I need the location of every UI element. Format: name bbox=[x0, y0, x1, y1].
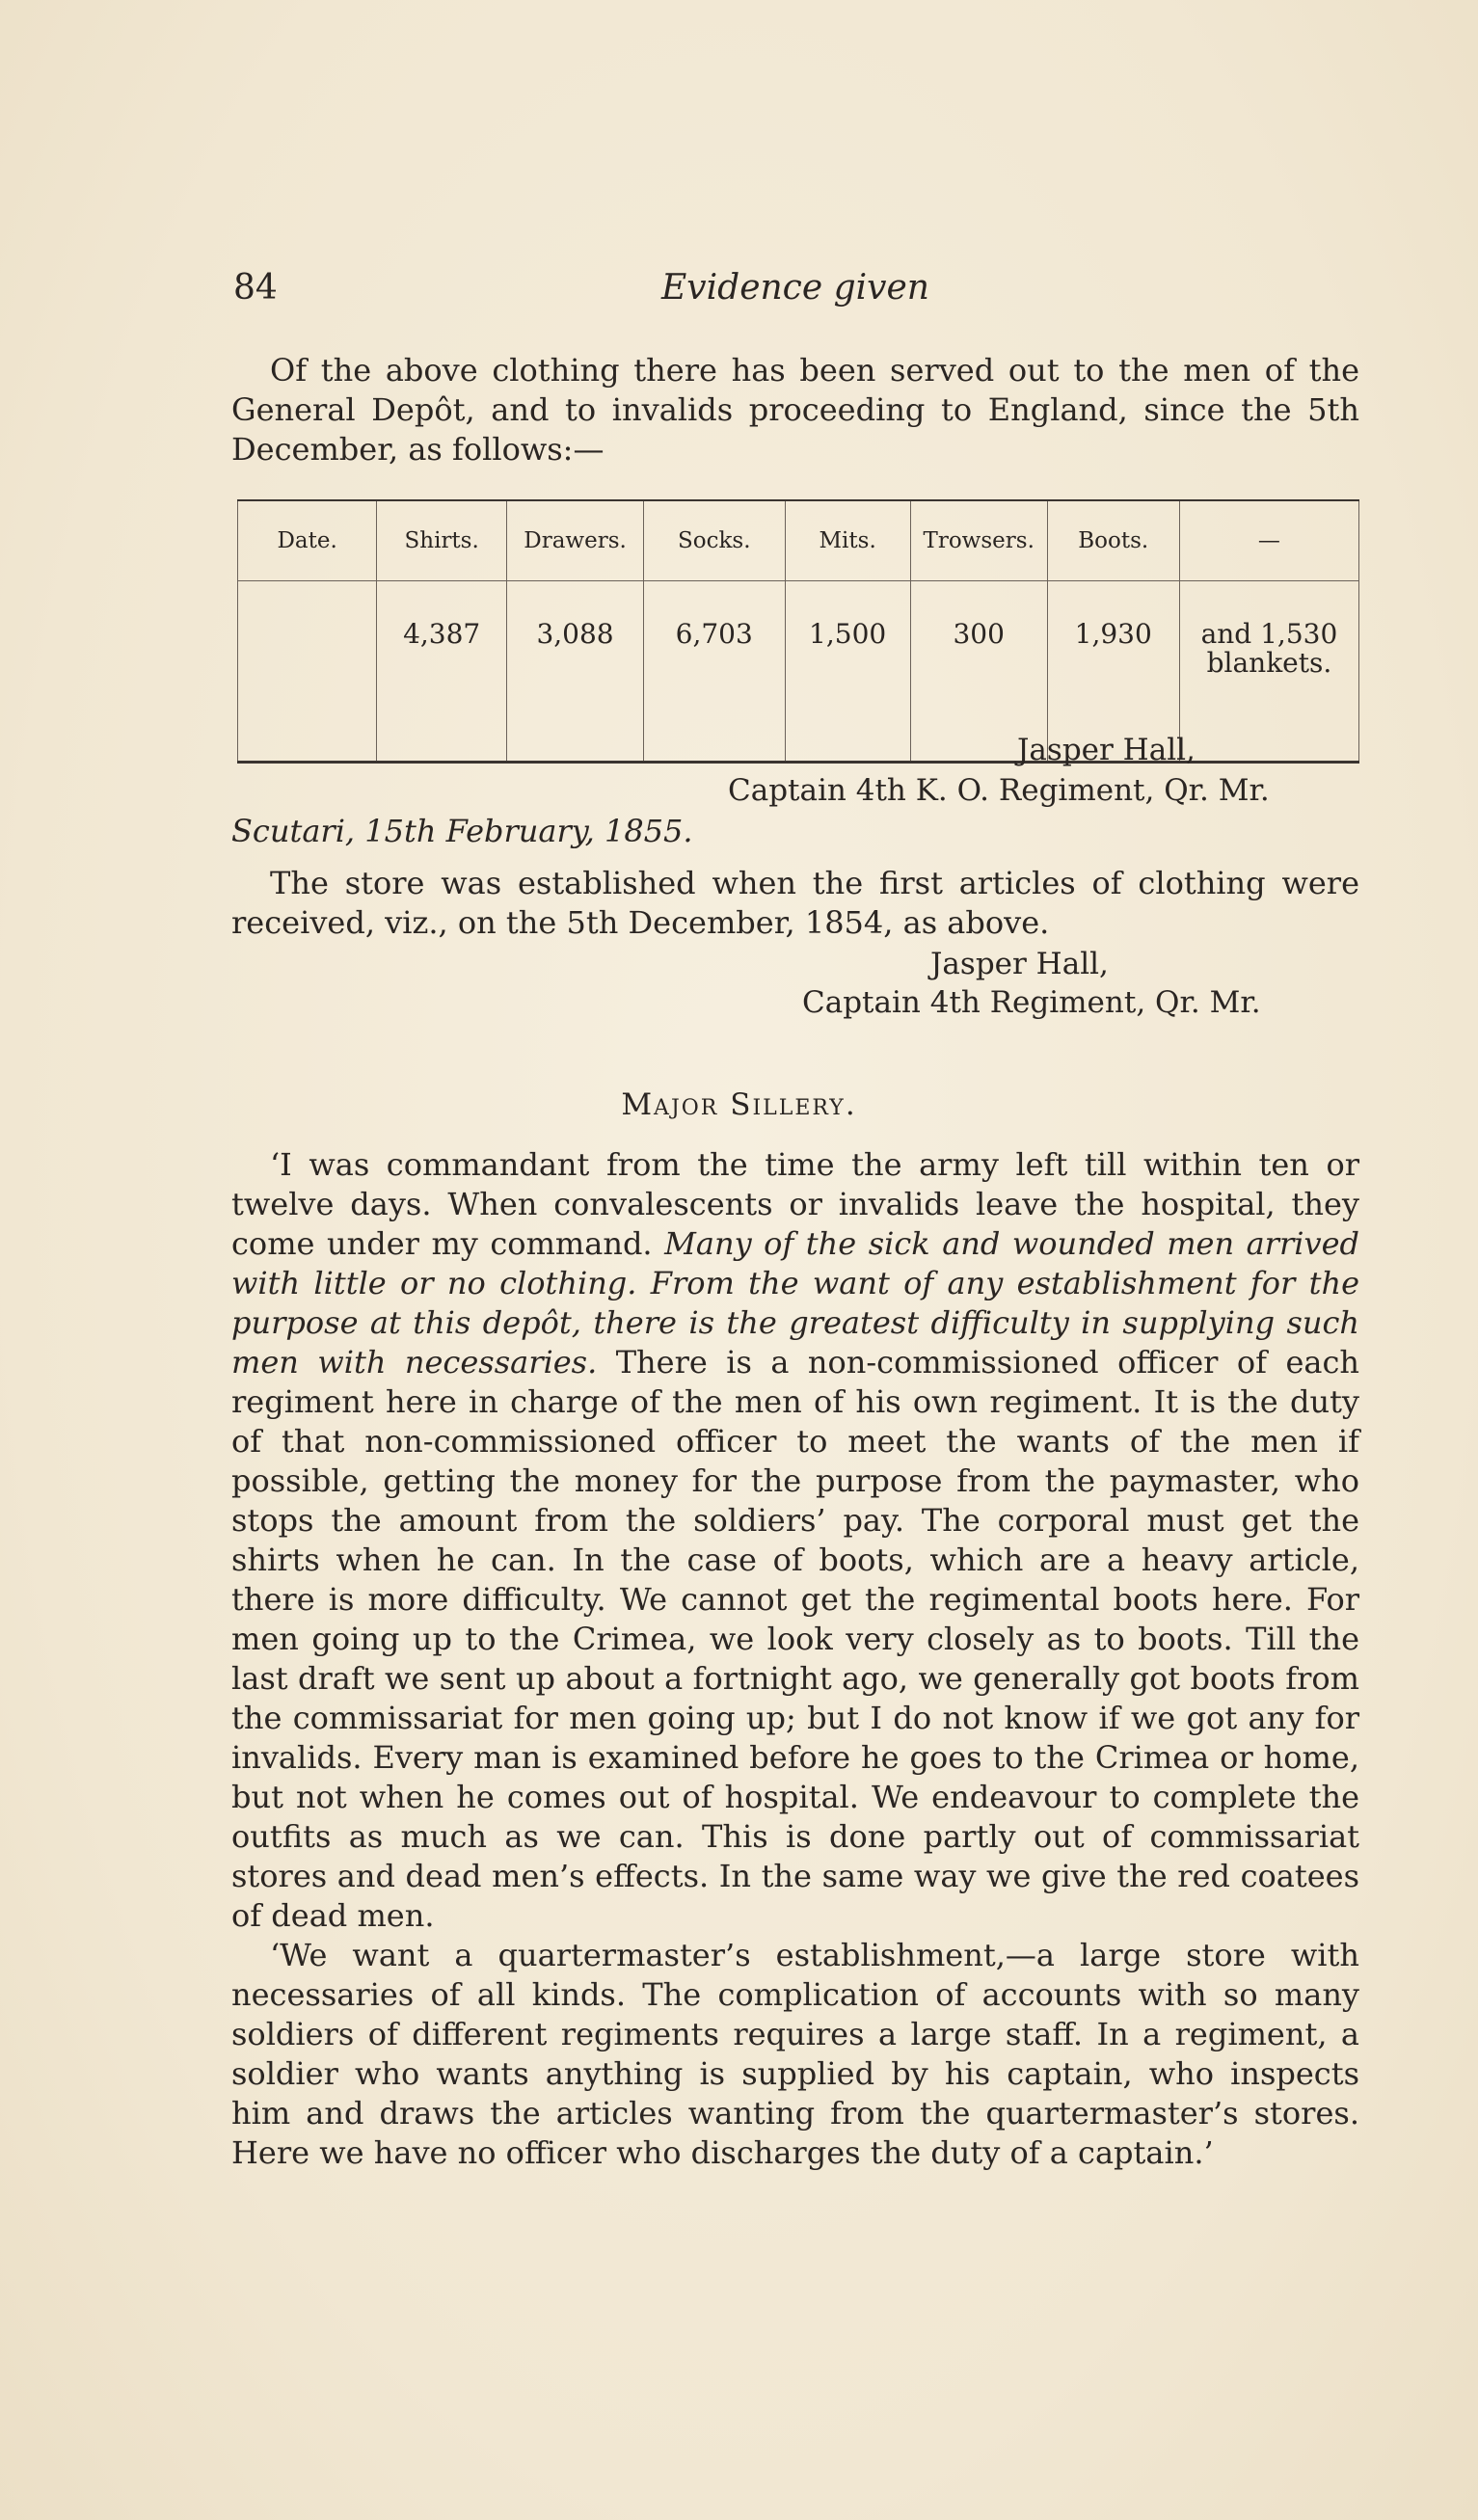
cell-shirts: 4,387 bbox=[377, 581, 507, 763]
signature-1-name: Jasper Hall, bbox=[1017, 733, 1196, 767]
clothing-table-wrap bbox=[237, 499, 1359, 764]
evidence-paragraph-1 bbox=[231, 1145, 1359, 1936]
col-header-shirts: Shirts. bbox=[377, 500, 507, 581]
cell-socks: 6,703 bbox=[643, 581, 785, 763]
col-header-mits: Mits. bbox=[785, 500, 910, 581]
page-header bbox=[233, 268, 1357, 316]
col-header-drawers: Drawers. bbox=[507, 500, 644, 581]
evidence-p1-italic: Many of the sick and wounded men arrived with little or no clothing. From the want of any establishment for the purpose at this depôt, there is the greatest difficulty in supplying such men with necessaries. bbox=[231, 1225, 1360, 1381]
dateline: Scutari, 15th February, 1855. bbox=[231, 813, 693, 849]
intro-paragraph: Of the above clothing there has been served out to the men of the General Depôt, and to invalids proceeding to England, since the 5th December, as follows:— bbox=[231, 352, 1359, 468]
cell-boots: 1,930 bbox=[1047, 581, 1179, 763]
signature-1-rank: Captain 4th K. O. Regiment, Qr. Mr. bbox=[728, 773, 1270, 808]
section-heading: Major Sillery. bbox=[621, 1087, 857, 1122]
col-header-date: Date. bbox=[238, 500, 377, 581]
col-header-socks: Socks. bbox=[643, 500, 785, 581]
clothing-table bbox=[237, 499, 1359, 764]
cell-date bbox=[238, 581, 377, 763]
running-title: Evidence given bbox=[661, 268, 929, 308]
cell-drawers: 3,088 bbox=[507, 581, 644, 763]
cell-trowsers: 300 bbox=[910, 581, 1047, 763]
evidence-text bbox=[231, 1145, 1359, 2173]
evidence-p1-end: There is a non-commissioned officer of each regiment here in charge of the men of his own regiment. It is the duty of that non-commissioned officer to meet the wants of the men if possible, getting the money for the purpose from the paymaster, who stops the amount from the soldiers’ pay. The corporal must get the shirts when he can. In the case of boots, which are a heavy article, there is more difficulty. We cannot get the regimental boots here. For men going up to the Crimea, we look very closely as to boots. Till the last draft we sent up about a fortnight ago, we generally got boots from the commissariat for men going up; but I do not know if we got any for invalids. Every man is examined before he goes to the Crimea or home, but not when he comes out of hospital. We endeavour to complete the outfits as much as we can. This is done partly out of commissariat stores and dead men’s effects. In the same way we give the red coatees of dead men. bbox=[231, 1344, 1359, 1934]
col-header-boots: Boots. bbox=[1047, 500, 1179, 581]
table-header-row bbox=[238, 500, 1359, 581]
cell-other: and 1,530 blankets. bbox=[1179, 581, 1358, 763]
evidence-paragraph-2: ‘We want a quartermaster’s establishment,—a large store with necessaries of all kinds. The complication of accounts with so many soldiers of different regiments requires a large staff. In a regiment, a soldier who wants anything is supplied by his captain, who inspects him and draws the articles wanting from the quartermaster’s stores. Here we have no officer who discharges the duty of a captain.’ bbox=[231, 1937, 1359, 2171]
cell-mits: 1,500 bbox=[785, 581, 910, 763]
col-header-trowsers: Trowsers. bbox=[910, 500, 1047, 581]
signature-2-rank: Captain 4th Regiment, Qr. Mr. bbox=[802, 985, 1261, 1020]
store-paragraph: The store was established when the first articles of clothing were received, viz., on the 5th December, 1854, as above. bbox=[231, 865, 1359, 941]
signature-2-name: Jasper Hall, bbox=[930, 947, 1109, 981]
evidence-p1-start: ‘I was commandant from the time the army left till within ten or twelve days. When convalescents or invalids leave the hospital, they come under my command. bbox=[231, 1146, 1359, 1262]
col-header-other: — bbox=[1179, 500, 1358, 581]
page-number: 84 bbox=[233, 268, 278, 308]
